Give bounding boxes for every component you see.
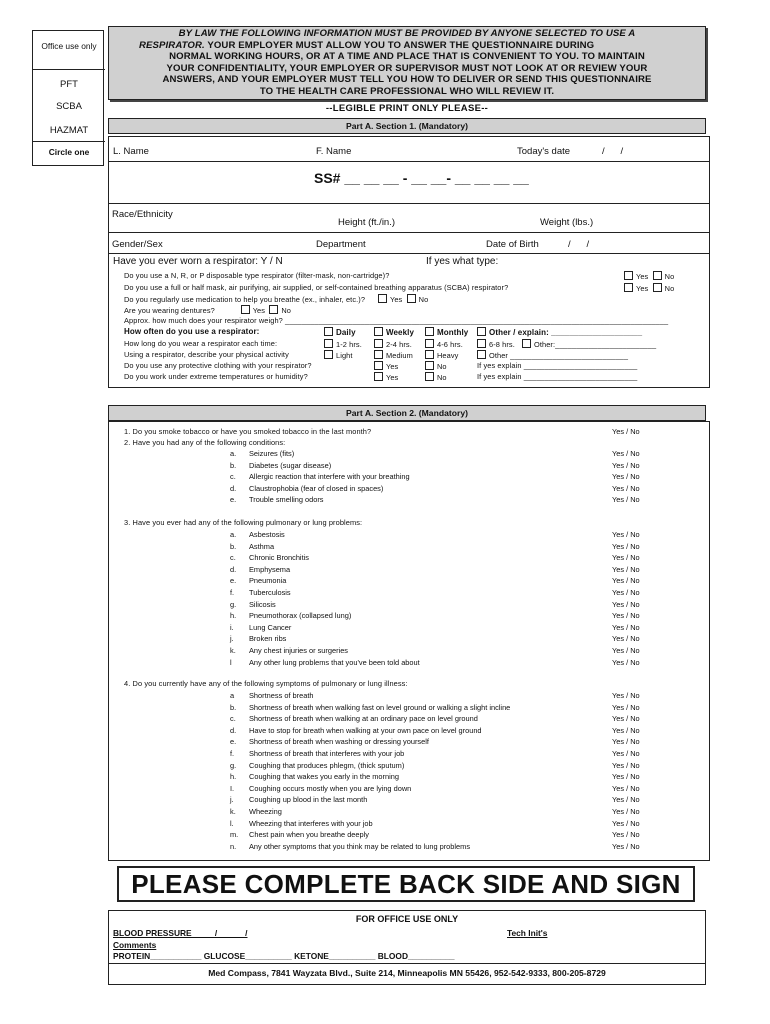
lung-problem-item-letter: i. xyxy=(230,622,234,632)
lung-problem-item-text: Tuberculosis xyxy=(249,588,291,597)
checkbox-no[interactable] xyxy=(407,294,416,303)
symptom-item-letter: k. xyxy=(230,807,236,816)
checkbox-yes[interactable] xyxy=(624,283,633,292)
opt-other-hours[interactable]: Other:________________________ xyxy=(522,339,656,349)
symptom-item-letter: l. xyxy=(230,818,234,828)
symptom-item-text: Wheezing that interferes with your job xyxy=(249,818,373,828)
checkbox-no[interactable] xyxy=(269,305,278,314)
notice-line-5: ANSWERS, AND YOUR EMPLOYER MUST TELL YOU HOW TO DELIVER OR SEND THIS QUESTIONNAIRE xyxy=(162,74,652,86)
checkbox-no[interactable] xyxy=(653,283,662,292)
condition-item-letter: b. xyxy=(230,460,237,470)
symptom-item-text: Shortness of breath xyxy=(249,691,314,700)
q-respirator-weight[interactable]: Approx. how much does your respirator weigh? ___________________________________________________________________________________________ xyxy=(124,316,669,325)
notice-line-4: YOUR CONFIDENTIALITY, YOUR EMPLOYER OR SUPERVISOR MUST NOT LOOK AT OR REVIEW YOUR xyxy=(166,62,648,74)
symptom-yes-no[interactable]: Yes / No xyxy=(612,760,640,770)
lung-problem-item-text: Asbestosis xyxy=(249,530,285,539)
question-4: 4. Do you currently have any of the following symptoms of pulmonary or lung illness: xyxy=(124,679,408,688)
tech-initials-field[interactable]: Tech Init's xyxy=(507,928,548,938)
last-name-field[interactable]: L. Name xyxy=(113,146,149,157)
opt-daily[interactable]: Daily xyxy=(324,327,356,337)
how-often-label: How often do you use a respirator: xyxy=(124,327,260,336)
checkbox-yes[interactable] xyxy=(241,305,250,314)
lung-problem-item-letter: j. xyxy=(230,634,234,644)
opt-1-2-hrs[interactable]: 1-2 hrs. xyxy=(324,339,362,349)
lung-problem-item-text: Any other lung problems that you've been told about xyxy=(249,657,420,667)
dob-field[interactable]: Date of Birth xyxy=(486,239,539,250)
lung-problem-item-letter: h. xyxy=(230,611,237,621)
weight-field[interactable]: Weight (lbs.) xyxy=(540,217,594,228)
scba-option[interactable]: SCBA xyxy=(56,101,82,112)
question-3: 3. Have you ever had any of the following pulmonary or lung problems: xyxy=(124,518,363,527)
symptom-item-text: Any other symptoms that you think may be related to lung problems xyxy=(249,841,471,851)
notice-line-6: TO THE HEALTH CARE PROFESSIONAL WHO WILL REVIEW IT. xyxy=(259,85,555,97)
lung-problem-item-text: Lung Cancer xyxy=(249,622,292,632)
opt-light[interactable]: Light xyxy=(324,350,353,360)
dob-slashes: / / xyxy=(568,239,590,250)
condition-item-letter: c. xyxy=(230,472,236,482)
symptom-item-text: Chest pain when you breathe deeply xyxy=(249,830,369,840)
condition-yes-no[interactable]: Yes / No xyxy=(612,483,640,493)
symptom-yes-no[interactable]: Yes / No xyxy=(612,772,640,782)
q-disposable: Do you use a N, R, or P disposable type respirator (filter-mask, non-cartridge)? xyxy=(124,271,390,280)
notice-respirator: RESPIRATOR. xyxy=(139,39,205,51)
question-1: 1. Do you smoke tobacco or have you smoked tobacco in the last month? xyxy=(124,427,372,436)
ssn-field[interactable]: SS# __ __ __ - __ __- __ __ __ __ xyxy=(314,170,529,186)
hazmat-option[interactable]: HAZMAT xyxy=(49,125,89,136)
lung-problem-item-letter: d. xyxy=(230,564,237,574)
opt-6-8-hrs[interactable]: 6-8 hrs. xyxy=(477,339,515,349)
symptom-item-text: Coughing that produces phlegm, (thick sputum) xyxy=(249,760,405,770)
blood-pressure-field[interactable]: BLOOD PRESSURE / / xyxy=(113,928,248,938)
lung-problem-yes-no[interactable]: Yes / No xyxy=(612,622,640,632)
question-2: 2. Have you had any of the following conditions: xyxy=(124,438,286,447)
circle-one-label: Circle one xyxy=(48,147,90,157)
gender-field[interactable]: Gender/Sex xyxy=(112,239,163,250)
condition-item-letter: a. xyxy=(230,449,237,458)
symptom-yes-no[interactable]: Yes / No xyxy=(612,691,640,700)
protective-yes[interactable]: Yes xyxy=(374,361,398,371)
condition-item-text: Diabetes (sugar disease) xyxy=(249,460,332,470)
checkbox-yes[interactable] xyxy=(378,294,387,303)
notice-line-2 xyxy=(109,40,705,52)
protective-explain[interactable]: If yes explain ___________________________ xyxy=(477,361,638,370)
lung-problem-yes-no[interactable]: Yes / No xyxy=(612,588,640,597)
symptom-yes-no[interactable]: Yes / No xyxy=(612,807,640,816)
lung-problem-yes-no[interactable]: Yes / No xyxy=(612,599,640,609)
notice-line-3: NORMAL WORKING HOURS, OR AT A TIME AND PLACE THAT IS CONVENIENT TO YOU. TO MAINTAIN xyxy=(169,51,645,63)
lung-problem-item-text: Silicosis xyxy=(249,599,276,609)
symptom-item-text: Shortness of breath when walking fast on level ground or walking a slight incline xyxy=(249,702,511,712)
symptom-item-letter: I. xyxy=(230,783,235,793)
lung-problem-yes-no[interactable]: Yes / No xyxy=(612,646,640,655)
lung-problem-item-letter: a. xyxy=(230,530,237,539)
lung-problem-item-text: Any chest injuries or surgeries xyxy=(249,646,348,655)
todays-date-slashes: / / xyxy=(602,146,624,157)
symptom-item-text: Coughing occurs mostly when you are lying down xyxy=(249,783,412,793)
symptom-item-letter: c. xyxy=(230,714,236,724)
symptom-item-letter: j. xyxy=(230,795,234,805)
lung-problem-yes-no[interactable]: Yes / No xyxy=(612,530,640,539)
opt-other-activity[interactable]: Other ____________________________ xyxy=(477,350,628,360)
office-use-box xyxy=(32,30,104,166)
department-field[interactable]: Department xyxy=(316,239,366,250)
office-use-title: FOR OFFICE USE ONLY xyxy=(355,914,459,924)
condition-item-text: Allergic reaction that interfere with your breathing xyxy=(249,472,410,482)
legible-print-note: --LEGIBLE PRINT ONLY PLEASE-- xyxy=(325,103,489,114)
notice-line-2b: YOUR EMPLOYER MUST ALLOW YOU TO ANSWER THE QUESTIONNAIRE DURING xyxy=(204,39,595,51)
q-full-mask: Do you use a full or half mask, air purifying, air supplied, or self-contained breathing apparatus (SCBA) respirator? xyxy=(124,283,509,292)
opt-2-4-hrs[interactable]: 2-4 hrs. xyxy=(374,339,412,349)
condition-item-letter: e. xyxy=(230,495,237,505)
condition-item-text: Claustrophobia (fear of closed in spaces) xyxy=(249,483,384,493)
opt-heavy[interactable]: Heavy xyxy=(425,350,458,360)
lung-problem-item-text: Chronic Bronchitis xyxy=(249,553,309,563)
lung-problem-item-letter: k. xyxy=(230,646,236,655)
q-full-mask-answers: Yes No xyxy=(624,283,674,293)
opt-medium[interactable]: Medium xyxy=(374,350,413,360)
symptom-item-letter: d. xyxy=(230,725,237,735)
notice-line-1: BY LAW THE FOLLOWING INFORMATION MUST BE PROVIDED BY ANYONE SELECTED TO USE A xyxy=(178,28,636,39)
symptom-yes-no[interactable]: Yes / No xyxy=(612,749,640,758)
legal-notice xyxy=(108,26,706,100)
opt-weekly[interactable]: Weekly xyxy=(374,327,414,337)
race-ethnicity-field[interactable]: Race/Ethnicity xyxy=(112,209,173,220)
footer-address: Med Compass, 7841 Wayzata Blvd., Suite 214, Minneapolis MN 55426, 952-542-9333, 800-205-8729 xyxy=(208,968,606,978)
height-field[interactable]: Height (ft./in.) xyxy=(338,217,396,228)
checkbox-yes[interactable] xyxy=(624,271,633,280)
lab-results-field[interactable]: PROTEIN___________ GLUCOSE__________ KETONE__________ BLOOD__________ xyxy=(113,951,455,961)
condition-item-text: Seizures (fits) xyxy=(249,449,295,458)
respirator-worn-question[interactable]: Have you ever worn a respirator: Y / N xyxy=(113,256,283,267)
symptom-item-text: Coughing up blood in the last month xyxy=(249,795,368,805)
symptom-item-letter: n. xyxy=(230,841,237,851)
opt-4-6-hrs[interactable]: 4-6 hrs. xyxy=(425,339,463,349)
lung-problem-yes-no[interactable]: Yes / No xyxy=(612,611,640,621)
office-use-label: Office use only xyxy=(41,41,97,51)
checkbox-no[interactable] xyxy=(653,271,662,280)
symptom-yes-no[interactable]: Yes / No xyxy=(612,725,640,735)
office-use-section xyxy=(108,910,706,985)
q-medication: Do you regularly use medication to help you breathe (ex., inhaler, etc.)? Yes No xyxy=(124,295,429,304)
symptom-item-text: Shortness of breath that interferes with your job xyxy=(249,749,405,758)
symptom-item-letter: a xyxy=(230,691,235,700)
lung-problem-yes-no[interactable]: Yes / No xyxy=(612,553,640,563)
condition-yes-no[interactable]: Yes / No xyxy=(612,449,640,458)
condition-yes-no[interactable]: Yes / No xyxy=(612,472,640,482)
symptom-item-letter: m. xyxy=(230,830,239,840)
condition-item-text: Trouble smelling odors xyxy=(249,495,324,505)
lung-problem-item-letter: c. xyxy=(230,553,236,563)
symptom-yes-no[interactable]: Yes / No xyxy=(612,737,640,747)
symptom-yes-no[interactable]: Yes / No xyxy=(612,818,640,828)
lung-problem-item-text: Asthma xyxy=(249,541,275,551)
symptom-yes-no[interactable]: Yes / No xyxy=(612,783,640,793)
symptom-item-letter: b. xyxy=(230,702,237,712)
activity-label: Using a respirator, describe your physical activity xyxy=(124,350,289,359)
extreme-label: Do you work under extreme temperatures or humidity? xyxy=(124,372,308,381)
extreme-yes[interactable]: Yes xyxy=(374,372,398,382)
symptom-yes-no[interactable]: Yes / No xyxy=(612,841,640,851)
pft-option[interactable]: PFT xyxy=(60,79,78,90)
protective-label: Do you use any protective clothing with your respirator? xyxy=(124,361,312,370)
section-2-header xyxy=(108,405,706,421)
todays-date-field[interactable]: Today's date xyxy=(517,146,571,157)
lung-problem-item-text: Emphysema xyxy=(249,564,291,574)
comments-field[interactable]: Comments xyxy=(113,940,157,950)
symptom-yes-no[interactable]: Yes / No xyxy=(612,714,640,724)
opt-monthly[interactable]: Monthly xyxy=(425,327,468,337)
symptom-item-letter: g. xyxy=(230,760,237,770)
symptom-item-text: Have to stop for breath when walking at your own pace on level ground xyxy=(249,725,482,735)
symptom-item-letter: e. xyxy=(230,737,237,747)
lung-problem-yes-no[interactable]: Yes / No xyxy=(612,657,640,667)
condition-item-letter: d. xyxy=(230,483,237,493)
lung-problem-item-text: Broken ribs xyxy=(249,634,287,644)
protective-no[interactable]: No xyxy=(425,361,447,371)
q-dentures: Are you wearing dentures? Yes No xyxy=(124,306,292,315)
extreme-no[interactable]: No xyxy=(425,372,447,382)
lung-problem-item-letter: b. xyxy=(230,541,237,551)
respirator-type-field[interactable]: If yes what type: xyxy=(426,256,499,267)
lung-problem-item-letter: l xyxy=(230,657,232,667)
lung-problem-item-letter: g. xyxy=(230,599,237,609)
symptom-item-letter: h. xyxy=(230,772,237,782)
condition-yes-no[interactable]: Yes / No xyxy=(612,495,640,505)
symptom-yes-no[interactable]: Yes / No xyxy=(612,702,640,712)
banner-text: PLEASE COMPLETE BACK SIDE AND SIGN xyxy=(131,869,681,899)
symptom-item-text: Wheezing xyxy=(249,807,282,816)
lung-problem-yes-no[interactable]: Yes / No xyxy=(612,541,640,551)
extreme-explain[interactable]: If yes explain ___________________________ xyxy=(477,372,638,381)
symptom-item-text: Shortness of breath when walking at an ordinary pace on level ground xyxy=(249,714,478,724)
complete-back-side-banner xyxy=(117,866,695,902)
lung-problem-item-text: Pneumonia xyxy=(249,576,287,586)
opt-other-explain[interactable]: Other / explain: ____________________ xyxy=(477,327,642,337)
q1-yes-no[interactable]: Yes / No xyxy=(612,427,640,436)
symptom-yes-no[interactable]: Yes / No xyxy=(612,830,640,840)
condition-yes-no[interactable]: Yes / No xyxy=(612,460,640,470)
symptom-item-text: Shortness of breath when washing or dressing yourself xyxy=(249,737,429,747)
section-1-title: Part A. Section 1. (Mandatory) xyxy=(346,121,468,131)
section-2-title: Part A. Section 2. (Mandatory) xyxy=(346,408,468,418)
lung-problem-yes-no[interactable]: Yes / No xyxy=(612,634,640,644)
symptom-yes-no[interactable]: Yes / No xyxy=(612,795,640,805)
symptom-item-letter: f. xyxy=(230,749,235,758)
lung-problem-item-letter: f. xyxy=(230,588,235,597)
section-1-header xyxy=(108,118,706,134)
lung-problem-item-text: Pneumothorax (collapsed lung) xyxy=(249,611,352,621)
lung-problem-yes-no[interactable]: Yes / No xyxy=(612,564,640,574)
lung-problem-yes-no[interactable]: Yes / No xyxy=(612,576,640,586)
q-disposable-answers: Yes No xyxy=(624,271,674,281)
first-name-field[interactable]: F. Name xyxy=(316,146,352,157)
symptom-item-text: Coughing that wakes you early in the morning xyxy=(249,772,399,782)
how-long-label: How long do you wear a respirator each time: xyxy=(124,339,278,348)
lung-problem-item-letter: e. xyxy=(230,576,237,586)
